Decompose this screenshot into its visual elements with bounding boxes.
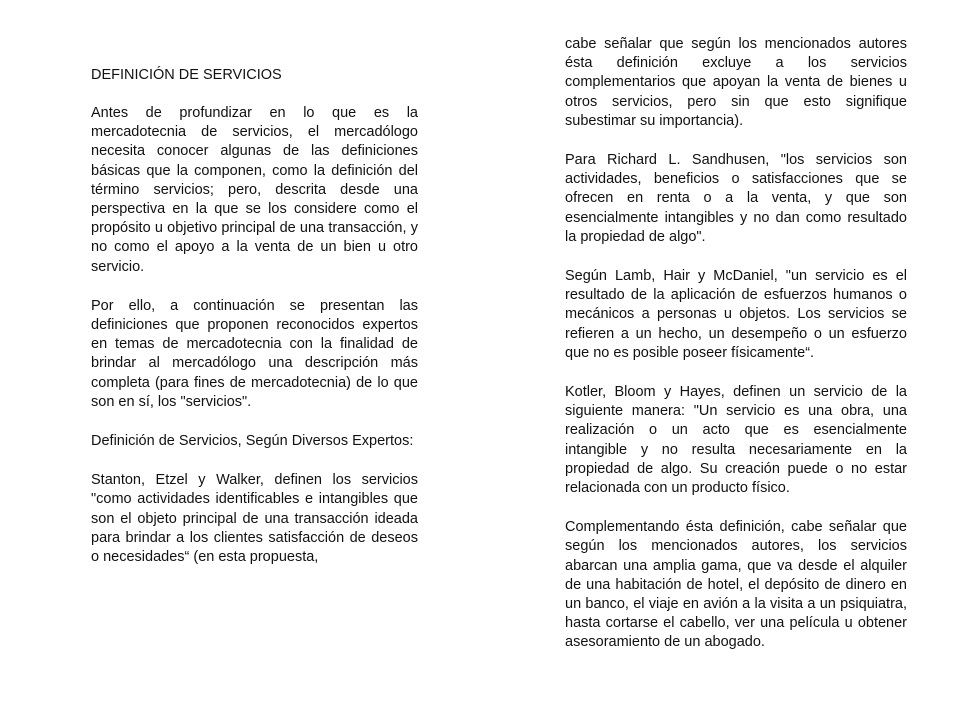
paragraph-intro: Antes de profundizar en lo que es la mercadotecnia de servicios, el mercadólogo necesita conocer algunas de las definiciones básicas que la componen, como la definición del término servicios; pero, descrita desde una perspectiva en la que se los considere como el propósito u objetivo principal de una transacción, y no como el apoyo a la venta de un bien u otro servicio.	[91, 105, 418, 275]
paragraph-definitions-intro: Por ello, a continuación se presentan las definiciones que proponen reconocidos expertos en temas de mercadotecnia con la finalidad de brindar al mercadólogo una descripción más completa (para fines de mercadotecnia) de lo que son en sí, los "servicios".	[91, 297, 418, 410]
paragraph-lamb: Según Lamb, Hair y McDaniel, "un servicio es el resultado de la aplicación de esfuerzos humanos o mecánicos a personas u objetos. Los servicios se refieren a un hecho, un desempeño o un esfuerzo que no es posible poseer físicamente“.	[565, 268, 907, 361]
paragraph-complement: Complementando ésta definición, cabe señalar que según los mencionados autores, los servicios abarcan una amplia gama, que va desde el alquiler de una habitación de hotel, el depósito de dinero en un banco, el viaje en avión a la visita a un psiquiatra, hasta cortarse el cabello, ver una película u obtener asesoramiento de un abogado.	[565, 519, 907, 651]
left-column	[91, 66, 418, 587]
paragraph-kotler: Kotler, Bloom y Hayes, definen un servicio de la siguiente manera: "Un servicio es una obra, una realización o un acto que es esencialmente intangible y no resulta necesariamente en la propiedad de algo. Su creación puede o no estar relacionada con un producto físico.	[565, 384, 907, 497]
paragraph-stanton: Stanton, Etzel y Walker, definen los servicios "como actividades identificables e intangibles que son el objeto principal de una transacción ideada para brindar a los clientes satisfacción de deseos o necesidades“ (en esta propuesta,	[91, 472, 418, 566]
right-column	[565, 35, 907, 673]
paragraph-subheading-experts: Definición de Servicios, Según Diversos Expertos:	[91, 433, 414, 450]
section-heading: DEFINICIÓN DE SERVICIOS	[91, 67, 282, 83]
paragraph-continuation: cabe señalar que según los mencionados autores ésta definición excluye a los servicios complementarios que apoyan la venta de bienes u otros servicios, pero sin que esto signifique subestimar su importancia).	[565, 36, 907, 129]
paragraph-sandhusen: Para Richard L. Sandhusen, "los servicios son actividades, beneficios o satisfacciones que se ofrecen en renta o a la venta, y que son esencialmente intangibles y no dan como resultado la propiedad de algo".	[565, 152, 907, 245]
